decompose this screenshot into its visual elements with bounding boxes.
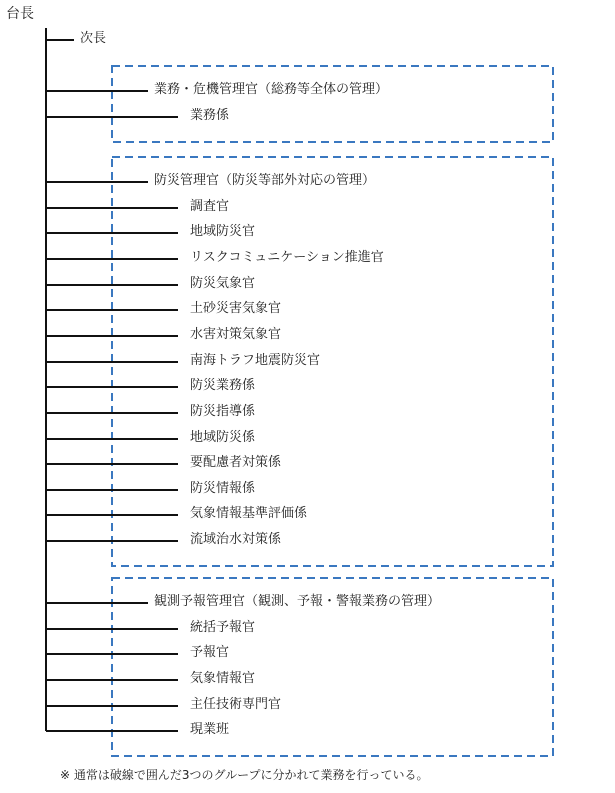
group-2-member: 水害対策気象官 xyxy=(190,327,282,342)
group-2-member: 要配慮者対策係 xyxy=(190,455,282,470)
footnote: ※ 通常は破線で囲んだ3つのグループに分かれて業務を行っている。 xyxy=(60,768,429,782)
group-box-2 xyxy=(112,157,553,566)
group-2-head: 防災管理官（防災等部外対応の管理） xyxy=(154,173,376,188)
group-2-member: 調査官 xyxy=(190,199,230,214)
group-2-member: 防災気象官 xyxy=(190,276,256,291)
group-3-head: 観測予報管理官（観測、予報・警報業務の管理） xyxy=(154,594,441,609)
group-3-member: 統括予報官 xyxy=(190,620,256,635)
group-2-member: 防災情報係 xyxy=(190,481,256,496)
root-label: 台長 xyxy=(6,6,34,22)
group-2-member: 南海トラフ地震防災官 xyxy=(190,353,321,368)
group-box-1 xyxy=(112,66,553,142)
group-1-head: 業務・危機管理官（総務等全体の管理） xyxy=(154,82,389,97)
group-3-member: 現業班 xyxy=(190,722,230,737)
group-2-member: リスクコミュニケーション推進官 xyxy=(190,250,384,265)
group-3-member: 主任技術専門官 xyxy=(190,697,282,712)
group-3-member: 気象情報官 xyxy=(190,671,256,686)
group-2-member: 防災業務係 xyxy=(190,378,256,393)
group-1-member: 業務係 xyxy=(190,108,230,123)
group-3-member: 予報官 xyxy=(190,645,230,660)
group-2-member: 土砂災害気象官 xyxy=(190,301,282,316)
group-2-member: 地域防災官 xyxy=(190,224,256,239)
group-2-member: 流域治水対策係 xyxy=(190,532,282,547)
group-2-member: 地域防災係 xyxy=(190,430,256,445)
deputy-label: 次長 xyxy=(80,31,107,46)
group-2-member: 気象情報基準評価係 xyxy=(190,506,308,521)
group-2-member: 防災指導係 xyxy=(190,404,256,419)
